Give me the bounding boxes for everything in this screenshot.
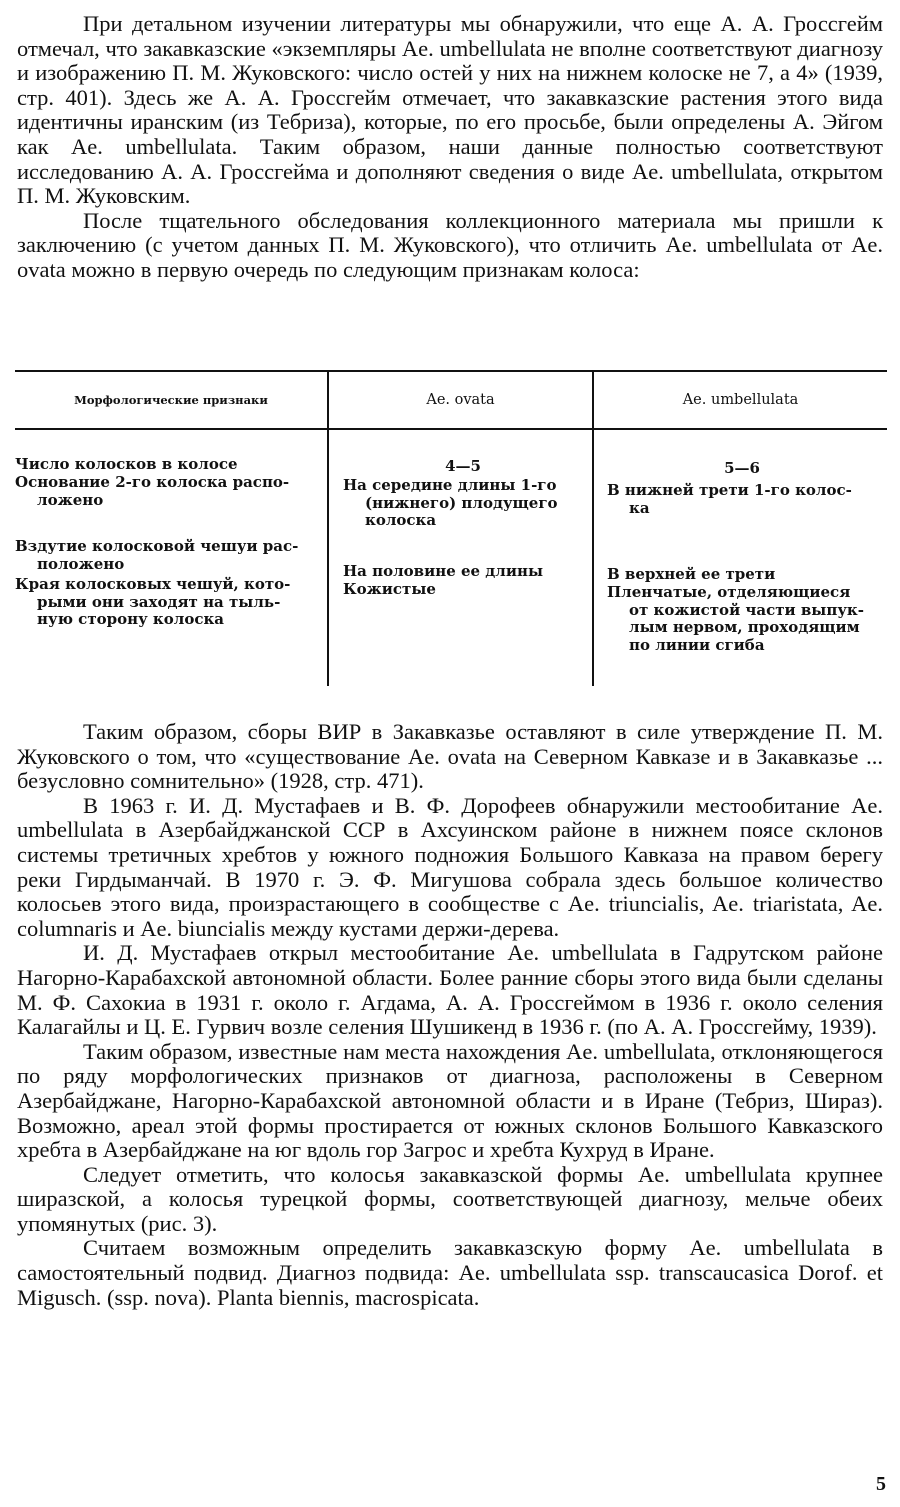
umbellulata-value: 5—6 bbox=[724, 459, 760, 477]
comparison-table bbox=[15, 370, 887, 690]
paragraph: При детальном изучении литературы мы обнаружили, что еще А. А. Гроссгейм отмечал, что закавказские «экземпляры Ae. umbellulata не вполне соответствуют диагнозу и изображению П. М. Жуковского: число остей у них на нижнем колоске не 7, а 4» (1939, стр. 401). Здесь же А. А. Гроссгейм отмечает, что закавказские растения этого вида идентичны иранским (из Тебриза), которые, по его просьбе, были определены А. Эйгом как Ae. umbellulata. Таким образом, наши данные полностью соответствуют исследованию А. А. Гроссгейма и дополняют сведения о виде Ae. umbellulata, открытом П. М. Жуковским. bbox=[17, 11, 883, 209]
header-features: Морфологические признаки bbox=[74, 393, 268, 407]
paragraph: И. Д. Мустафаев открыл местообитание Ae. umbellulata в Гадрутском районе Нагорно-Карабахской автономной области. Более ранние сборы этого вида были сделаны М. Ф. Сахокиа в 1931 г. около г. Агдама, А. А. Гроссгеймом в 1936 г. около селения Калагайлы и Ц. Е. Гурвич возле селения Шушикенд в 1936 г. (по А. А. Гроссгейму, 1939). bbox=[17, 940, 883, 1040]
header-umbellulata: Ae. umbellulata bbox=[682, 392, 799, 408]
paragraph: Следует отметить, что колосья закавказской формы Ae. umbellulata крупнее ширазской, а колосья турецкой формы, соответствующей диагнозу, мельче обеих упомянутых (рис. 3). bbox=[17, 1161, 883, 1236]
paragraph: Таким образом, сборы ВИР в Закавказье оставляют в силе утверждение П. М. Жуковского о том, что «существование Ae. ovata на Северном Кавказе и в Закавказье ... безусловно сомнительно» (1928, стр. 471). bbox=[17, 719, 883, 794]
ovata-value: 4—5 bbox=[445, 457, 481, 475]
row-label: Число колосков в колосе bbox=[15, 455, 238, 473]
paragraph: Считаем возможным определить закавказскую форму Ae. umbellulata в самостоятельный подвид. Диагноз подвида: Ae. umbellulata ssp. transcaucasica Dorof. et Migusch. (ssp. nova). Planta biennis, macrospicata. bbox=[17, 1235, 883, 1310]
row-label: Вздутие колосковой чешуи рас- положено bbox=[15, 537, 299, 573]
umbellulata-value: В верхней ее трети bbox=[607, 565, 776, 583]
row-label: Края колосковых чешуй, кото- рыми они заходят на тыль- ную сторону колоска bbox=[15, 575, 291, 628]
paragraph: После тщательного обследования коллекционного материала мы пришли к заключению (с учетом данных П. М. Жуковского), что отличить Ae. umbellulata от Ae. ovata можно в первую очередь по следующим признакам колоса: bbox=[17, 207, 883, 282]
umbellulata-value: Пленчатые, отделяющиеся от кожистой части выпук- лым нервом, проходящим по линии сгиба bbox=[607, 583, 864, 654]
row-label: Основание 2-го колоска распо- ложено bbox=[15, 473, 290, 509]
paragraph: В 1963 г. И. Д. Мустафаев и В. Ф. Дорофеев обнаружили местообитание Ae. umbellulata в Азербайджанской ССР в Ахсуинском районе в нижнем поясе склонов системы третичных хребтов у южного подножия Большого Кавказа на правом берегу реки Гирдыманчай. В 1970 г. Э. Ф. Мигушова собрала здесь большое количество колосьев этого вида, произрастающего в сообществе с Ae. triuncialis, Ae. triaristata, Ae. columnaris и Ae. biuncialis между кустами держи-дерева. bbox=[17, 792, 883, 941]
intro-section bbox=[17, 12, 883, 283]
umbellulata-value: В нижней трети 1-го колос- ка bbox=[607, 481, 852, 517]
ovata-value: На половине ее длины bbox=[343, 562, 543, 580]
ovata-value: На середине длины 1-го (нижнего) плодущего колоска bbox=[343, 476, 558, 529]
page-number: 5 bbox=[876, 1473, 886, 1495]
body-section bbox=[17, 720, 883, 1310]
ovata-value: Кожистые bbox=[343, 580, 436, 598]
paragraph: Таким образом, известные нам места нахождения Ae. umbellulata, отклоняющегося по ряду морфологических признаков от диагноза, расположены в Северном Азербайджане, Нагорно-Карабахской автономной области и в Иране (Тебриз, Шираз). Возможно, ареал этой формы простирается от южных склонов Большого Кавказского хребта в Азербайджане на юг вдоль гор Загрос и хребта Кухруд в Иране. bbox=[17, 1038, 883, 1163]
header-ovata: Ae. ovata bbox=[426, 392, 495, 408]
